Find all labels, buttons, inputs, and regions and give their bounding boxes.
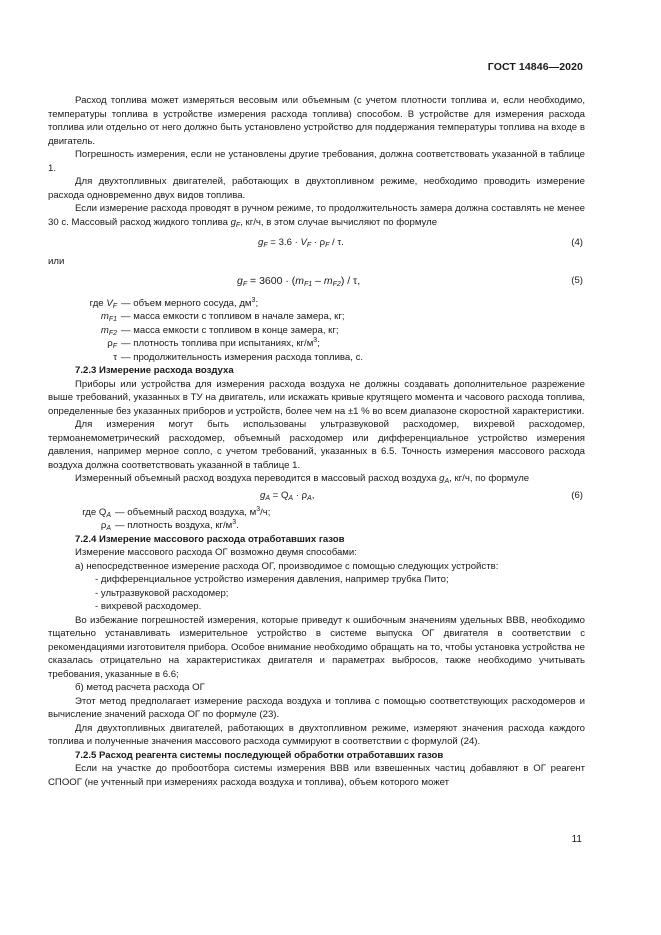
formula-5 <box>48 271 585 291</box>
page-body <box>48 94 585 789</box>
list-item: - дифференциальное устройство измерения давления, например трубка Пито; <box>95 574 449 585</box>
section-heading-7-2-3: 7.2.3 Измерение расхода воздуха <box>75 365 234 376</box>
definition-row: $\rho_F$ — плотность топлива при испытаниях, $кг/м^3$; <box>107 337 320 350</box>
formula-4 <box>48 233 585 253</box>
paragraph-air-flowmeters: Для измерения могут быть использованы ультразвуковой расходомер, вихревой расходомер, термоанемометрический расходомер, объемный расходомер или дифференциальное устройство измерения давления, например мерное сопло, с учетом требований, указанных в 6.5. Точность измерения массового расхода воздуха должна соответствовать указанной в таблице 1. <box>48 419 585 471</box>
standard-header: ГОСТ 14846—2020 <box>487 61 583 73</box>
paragraph-exhaust-methods: Измерение массового расхода ОГ возможно двумя способами: <box>75 547 357 558</box>
list-item: - ультразвуковой расходомер; <box>95 587 229 599</box>
list-item: - вихревой расходомер. <box>95 601 202 612</box>
definition-row: $m_{F2}$ — масса емкости с топливом в конце замера, кг; <box>100 324 339 337</box>
definition-row: $\rho_A$ — плотность воздуха, $кг/м^3$. <box>100 519 239 532</box>
definitions-fuel <box>48 297 585 365</box>
formula-4-expression: $g_F = 3.6 \cdot V_F \cdot \rho_F / \tau$. <box>258 237 344 249</box>
paragraph-dual-fuel: Для двухтопливных двигателей, работающих в двухтопливном режиме, необходимо проводить измерение расхода одновременно двух видов топлива. <box>48 176 585 201</box>
formula-4-number: (4) <box>571 237 583 248</box>
paragraph-method-description: Этот метод предполагает измерение расхода воздуха и топлива с помощью соответствующих расходомеров и вычисление значений расхода ОГ по формуле (23). <box>48 695 585 720</box>
paragraph-direct-measurement: а) непосредственное измерение расхода ОГ, производимое с помощью следующих устройств: <box>75 560 499 572</box>
paragraph-calculation-method: б) метод расчета расхода ОГ <box>75 682 205 693</box>
formula-6-expression: $g_A = Q_A \cdot \rho_A$, <box>260 489 315 502</box>
or-word: или <box>48 256 65 267</box>
paragraph-fuel-measurement: Расход топлива может измеряться весовым или объемным (с учетом плотности топлива и, если необходимо, температуры топлива в устройстве измерения расхода топлива) способом. В устройстве для измерения расхода топлива или отдельно от него должно быть установлено устройство для поддержания температуры топлива на входе в двигатель. <box>48 95 585 147</box>
section-heading-7-2-4: 7.2.4 Измерение массового расхода отработавших газов <box>75 533 345 545</box>
paragraph-air-conversion: Измеренный объемный расход воздуха переводится в массовый расход воздуха $g_A$, кг/ч, по формуле <box>75 473 530 485</box>
definition-row: где $Q_A$ — объемный расход воздуха, $м^3/ч$; <box>82 505 271 519</box>
section-heading-7-2-5: 7.2.5 Расход реагента системы последующей обработки отработавших газов <box>75 749 444 761</box>
formula-6-number: (6) <box>571 489 583 501</box>
definition-row: где $V_F$ — объем мерного сосуда, $дм^3$; <box>89 296 259 310</box>
definitions-air <box>48 506 585 533</box>
paragraph-measurement-error: Погрешность измерения, если не установлены другие требования, должна соответствовать указанной в таблице 1. <box>48 149 585 174</box>
paragraph-air-devices: Приборы или устройства для измерения расхода воздуха не должны создавать дополнительное разрежение выше требований, указанных в ТУ на двигатель, или искажать кривые крутящего момента и часового расхода топлива, определенные без указанных приборов и устройств, более чем на ±1 % во всем диапазоне скоростной характеристики. <box>48 378 585 417</box>
paragraph-reagent: Если на участке до пробоотбора системы измерения ВВВ или взвешенных частиц добавляют в ОГ реагент СПООГ (не учтенный при измерениях расхода воздуха и топлива), объем которого может <box>48 763 585 788</box>
formula-6 <box>48 486 585 506</box>
formula-5-number: (5) <box>571 274 583 286</box>
formula-5-expression: $g_F = 3600 \cdot (m_{F1} - m_{F2}) / \tau$, <box>237 274 361 288</box>
definition-row: τ — продолжительность измерения расхода топлива, с. <box>113 351 364 363</box>
page-number: 11 <box>571 834 582 845</box>
paragraph-manual-mode: Если измерение расхода проводят в ручном режиме, то продолжительность замера должна составлять не менее 30 с. Массовый расход жидкого топлива $g_F$, кг/ч, в этом случае вычисляют по формуле <box>48 203 585 229</box>
paragraph-installation: Во избежание погрешностей измерения, которые приведут к ошибочным значениям удельных ВВВ, необходимо тщательно устанавливать измерительное устройство в системе выпуска ОГ двигателя в соответствии с рекомендациями изготовителя прибора. Особое внимание необходимо обращать на то, чтобы установка устройства не сказалась отрицательно на характеристиках двигателя и параметрах выбросов, также необходимо учитывать требования, указанные в 6.6; <box>48 614 585 680</box>
definition-row: $m_{F1}$ — масса емкости с топливом в начале замера, кг; <box>100 311 345 323</box>
paragraph-dual-fuel-exhaust: Для двухтопливных двигателей, работающих в двухтопливном режиме, измеряют значения расхода каждого топлива и полученные значения массового расхода суммируют в соответствии с формулой (24). <box>48 722 585 747</box>
